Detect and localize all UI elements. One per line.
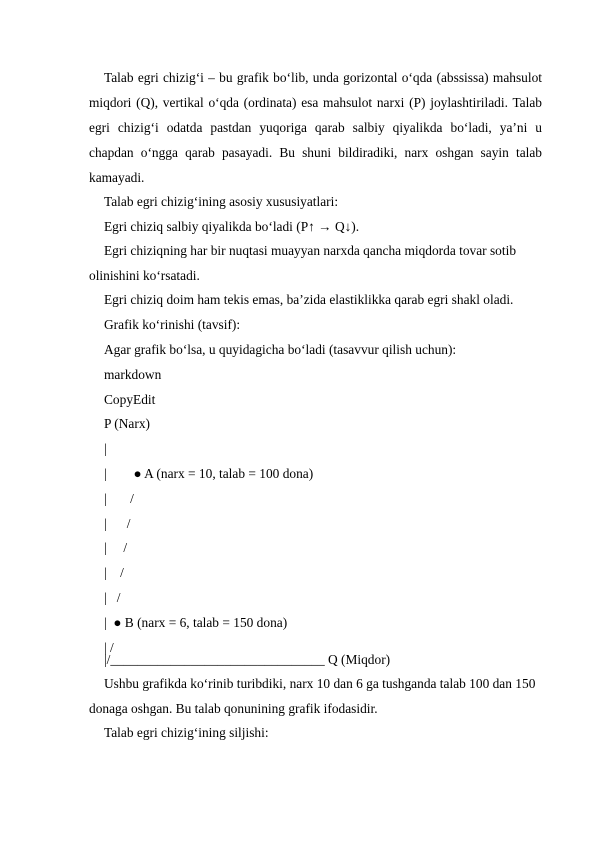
ascii-graph-line: | / xyxy=(104,590,121,605)
ascii-graph-line: | / xyxy=(104,516,131,531)
ascii-graph-line: | ● B (narx = 6, talab = 150 dona) xyxy=(104,615,288,630)
ascii-graph-line: | / xyxy=(104,540,128,555)
feature-item-2: Egri chiziqning har bir nuqtasi muayyan narxda qancha miqdorda tovar sotib olinishini ko‘rsatadi. xyxy=(89,243,517,283)
conclusion-paragraph: Ushbu grafikda ko‘rinib turibdiki, narx 10 dan 6 ga tushganda talab 100 dan 150 donaga oshgan. Bu talab qonunining grafik ifodasidir. xyxy=(89,676,536,716)
code-lang-label: markdown xyxy=(104,367,162,382)
shift-heading: Talab egri chizig‘ining siljishi: xyxy=(104,725,269,740)
ascii-graph-line: | / xyxy=(104,640,114,655)
ascii-graph-line: | ● A (narx = 10, talab = 100 dona) xyxy=(104,466,314,481)
feature-item-3: Egri chiziq doim ham tekis emas, ba’zida elastiklikka qarab egri shakl oladi. xyxy=(104,292,514,307)
ascii-graph-axis-label: |/________________________________ Q (Miqdor) xyxy=(104,652,391,667)
features-heading: Talab egri chizig‘ining asosiy xususiyatlari: xyxy=(104,194,339,209)
intro-paragraph: Talab egri chizig‘i – bu grafik bo‘lib, unda gorizontal o‘qda (abssissa) mahsulot miqdori (Q), vertikal o‘qda (ordinata) esa mahsulot narxi (P) joylashtiriladi. Talab egri chizig‘i odatda pastdan yuqoriga qarab salbiy qiyalikda bo‘ladi, ya’ni u chapdan o‘ngga qarab pasayadi. Bu shuni bildiradiki, narx oshgan sayin talab kamayadi. xyxy=(89,70,542,185)
copy-edit-label: CopyEdit xyxy=(104,392,156,407)
graph-intro: Agar grafik bo‘lsa, u quyidagicha bo‘ladi (tasavvur qilish uchun): xyxy=(104,342,457,357)
ascii-graph-line: | / xyxy=(104,491,134,506)
ascii-graph-line: P (Narx) xyxy=(104,416,150,431)
feature-item-1: Egri chiziq salbiy qiyalikda bo‘ladi (P↑ → Q↓). xyxy=(104,219,360,234)
ascii-graph-line: | / xyxy=(104,565,124,580)
graph-heading: Grafik ko‘rinishi (tavsif): xyxy=(104,317,241,332)
ascii-graph-line: | xyxy=(104,441,107,456)
